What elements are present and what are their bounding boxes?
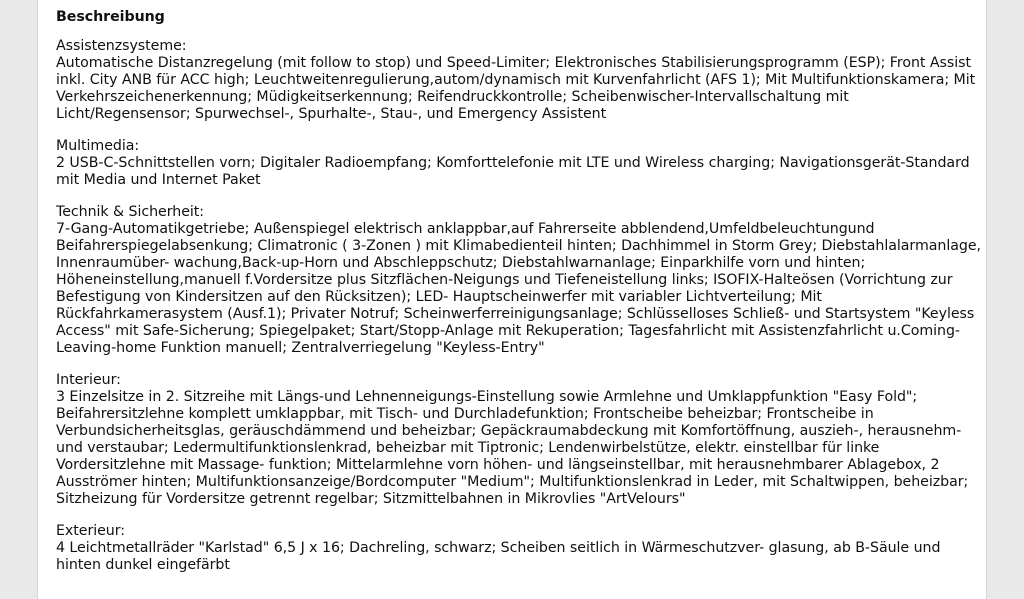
section-title: Assistenzsysteme: bbox=[56, 38, 187, 54]
section-assistance-systems bbox=[56, 38, 982, 123]
section-text: 7-Gang-Automatikgetriebe; Außenspiegel elektrisch anklappbar,auf Fahrerseite abblendend,Umfeldbeleuchtungund Beifahrerspiegelabsenkung; Climatronic ( 3-Zonen ) mit Klimabedienteil hinten; Dachhimmel in Storm Grey; Diebstahlalarmanlage, Innenraumüber- wachung,Back-up-Horn und Abschleppschutz; Diebstahlwarnanlage; Einparkhilfe vorn und hinten; Höheneinstellung,manuell f.Vordersitze plus Sitzflächen-Neigungs und Tiefeneistellung links; ISOFIX-Halteösen (Vorrichtung zur Befestigung von Kindersitzen auf den Rücksitzen); LED- Hauptscheinwerfer mit variabler Lichtverteilung; Mit Rückfahrkamerasystem (Ausf.1); Privater Notruf; Scheinwerferreinigungsanlage; Schlüsselloses Schließ- und Startsystem "Keyless Access" mit Safe-Sicherung; Spiegelpaket; Start/Stopp-Anlage mit Rekuperation; Tagesfahrlicht mit Assistenzfahrlicht u.Coming- Leaving-home Funktion manuell; Zentralverriegelung "Keyless-Entry" bbox=[56, 221, 981, 356]
section-text: 2 USB-C-Schnittstellen vorn; Digitaler Radioempfang; Komforttelefonie mit LTE und Wireless charging; Navigationsgerät-Standard mit Media und Internet Paket bbox=[56, 155, 970, 188]
section-interior bbox=[56, 372, 982, 508]
section-multimedia bbox=[56, 138, 982, 189]
section-title: Multimedia: bbox=[56, 138, 140, 154]
section-text: Automatische Distanzregelung (mit follow to stop) und Speed-Limiter; Elektronisches Stabilisierungsprogramm (ESP); Front Assist inkl. City ANB für ACC high; Leuchtweitenregulierung,autom/dynamisch mit Kurvenfahrlicht (AFS 1); Mit Multifunktionskamera; Mit Verkehrszeichenerkennung; Müdigkeitserkennung; Reifendruckkontrolle; Scheibenwischer-Intervallschaltung mit Licht/Regensensor; Spurwechsel-, Spurhalte-, Stau-, und Emergency Assistent bbox=[56, 55, 976, 122]
section-title: Exterieur: bbox=[56, 523, 126, 539]
description-sheet bbox=[38, 0, 986, 599]
section-title: Technik & Sicherheit: bbox=[56, 204, 205, 220]
section-text: 3 Einzelsitze in 2. Sitzreihe mit Längs-und Lehnenneigungs-Einstellung sowie Armlehne und Umklappfunktion "Easy Fold"; Beifahrersitzlehne komplett umklappbar, mit Tisch- und Durchladefunktion; Frontscheibe beheizbar; Frontscheibe in Verbundsicherheitsglas, geräuschdämmend und beheizbar; Gepäckraumabdeckung mit Komfortöffnung, auszieh-, herausnehm- und verstaubar; Ledermultifunktionslenkrad, beheizbar mit Tiptronic; Lendenwirbelstütze, elektr. einstellbar für linke Vordersitzlehne mit Massage- funktion; Mittelarmlehne vorn höhen- und längseinstellbar, mit herausnehmbarer Ablagebox, 2 Ausströmer hinten; Multifunktionsanzeige/Bordcomputer "Medium"; Multifunktionslenkrad in Leder, mit Schaltwippen, beheizbar; Sitzheizung für Vordersitze getrennt regelbar; Sitzmittelbahnen in Mikrovlies "ArtVelours" bbox=[56, 389, 969, 507]
description-content bbox=[56, 9, 982, 589]
section-exterior bbox=[56, 523, 982, 574]
description-heading: Beschreibung bbox=[56, 9, 165, 25]
section-text: 4 Leichtmetallräder "Karlstad" 6,5 J x 16; Dachreling, schwarz; Scheiben seitlich in Wärmeschutzver- glasung, ab B-Säule und hinten dunkel eingefärbt bbox=[56, 540, 941, 573]
section-title: Interieur: bbox=[56, 372, 121, 388]
section-technology-safety bbox=[56, 204, 982, 357]
